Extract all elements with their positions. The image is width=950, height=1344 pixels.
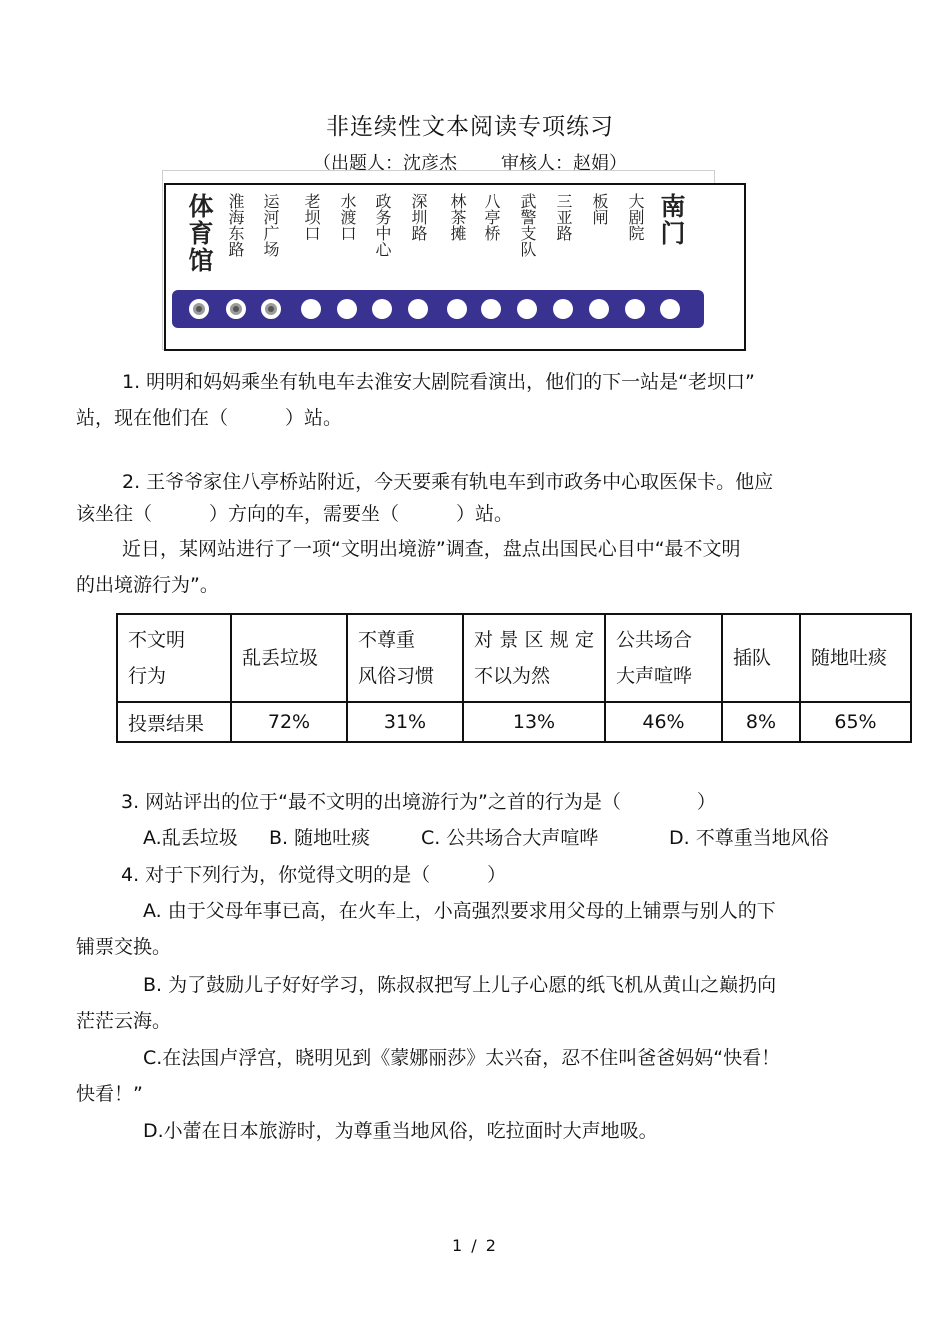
- row-header-line-1: 不文明: [128, 629, 186, 651]
- result-cell: 72%: [231, 702, 347, 742]
- q3-option-a: A.乱丢垃圾: [143, 827, 238, 849]
- q4-stem: 4. 对于下列行为，你觉得文明的是（ ）: [121, 864, 507, 886]
- column-label: 插队: [733, 647, 772, 669]
- station-label: 八亭桥: [482, 193, 501, 241]
- column-label: 随地吐痰: [811, 647, 888, 669]
- q3-option-c: C. 公共场合大声喧哗: [421, 827, 599, 849]
- page-number: 1 / 2: [452, 1236, 498, 1255]
- station-label: 政务中心: [373, 193, 392, 257]
- column-label: 风俗习惯: [358, 665, 435, 687]
- page-title: 非连续性文本阅读专项练习: [326, 114, 614, 140]
- column-header: [347, 614, 463, 702]
- q2-line-1: 2. 王爷爷家住八亭桥站附近，今天要乘有轨电车到市政务中心取医保卡。他应: [122, 471, 774, 493]
- result-cell: 46%: [605, 702, 722, 742]
- station-dot: [481, 299, 501, 319]
- station-label: 林茶摊: [448, 193, 467, 241]
- table-row: [117, 702, 911, 742]
- column-header: [722, 614, 800, 702]
- passed-station-dot: [261, 299, 281, 319]
- station-dot: [372, 299, 392, 319]
- station-label: 板闸: [590, 193, 609, 225]
- station-label: 体育馆: [185, 193, 214, 274]
- q3-stem: 3. 网站评出的位于“最不文明的出境游行为”之首的行为是（ ）: [121, 791, 716, 813]
- station-dot: [517, 299, 537, 319]
- column-label: 公共场合: [616, 629, 693, 651]
- passed-station-dot: [189, 299, 209, 319]
- station-dot: [337, 299, 357, 319]
- question-1: [76, 364, 836, 400]
- q3-options: [143, 820, 903, 856]
- column-header: [463, 614, 605, 702]
- station-dot: [625, 299, 645, 319]
- station-dot: [447, 299, 467, 319]
- q1-line-2: 站，现在他们在（ ）站。: [76, 407, 343, 429]
- result-cell: 31%: [347, 702, 463, 742]
- reviewer: 审核人：赵娟）: [501, 153, 627, 174]
- q4-option-a-line-1: A. 由于父母年事已高，在火车上，小高强烈要求用父母的上铺票与别人的下: [143, 900, 776, 922]
- intro-line-2: 的出境游行为”。: [76, 574, 219, 596]
- table-header-row: [117, 614, 911, 702]
- station-label: 武警支队: [518, 193, 537, 257]
- row-header-line-2: 行为: [128, 665, 167, 687]
- q2-line-2: 该坐往（ ）方向的车，需要坐（ ）站。: [76, 503, 514, 525]
- station-dot: [408, 299, 428, 319]
- result-cell: 8%: [722, 702, 800, 742]
- q4-option-a-line-2: 铺票交换。: [76, 936, 172, 958]
- result-label: 投票结果: [117, 702, 231, 742]
- column-label: 乱丢垃圾: [242, 647, 319, 669]
- station-label: 三亚路: [554, 193, 573, 241]
- station-label: 水渡口: [338, 193, 357, 241]
- station-label: 淮海东路: [226, 193, 245, 257]
- q4-option-c-line-1: C.在法国卢浮宫，晓明见到《蒙娜丽莎》太兴奋，忍不住叫爸爸妈妈“快看！: [143, 1047, 781, 1069]
- column-label: 大声喧哗: [616, 665, 693, 687]
- intro-line-1: 近日，某网站进行了一项“文明出境游”调查，盘点出国民心目中“最不文明: [122, 538, 741, 560]
- station-dot: [660, 299, 680, 319]
- station-dot: [589, 299, 609, 319]
- row-header-cell: [117, 614, 231, 702]
- q4-option-d: D.小蕾在日本旅游时，为尊重当地风俗，吃拉面时大声地吸。: [143, 1120, 658, 1142]
- q1-line-1: 1. 明明和妈妈乘坐有轨电车去淮安大剧院看演出，他们的下一站是“老坝口”: [122, 371, 755, 393]
- column-label: 不以为然: [474, 665, 551, 687]
- station-label: 大剧院: [626, 193, 645, 241]
- q3-option-d: D. 不尊重当地风俗: [669, 827, 829, 849]
- route-map: [164, 183, 746, 351]
- column-header: [605, 614, 722, 702]
- station-label: 运河广场: [261, 193, 280, 257]
- station-dot: [301, 299, 321, 319]
- column-header: [231, 614, 347, 702]
- column-label: 不尊重: [358, 629, 416, 651]
- q4-option-b-line-1: B. 为了鼓励儿子好好学习，陈叔叔把写上儿子心愿的纸飞机从黄山之巅扔向: [143, 974, 777, 996]
- column-header: [800, 614, 911, 702]
- author: （出题人：沈彦杰: [313, 153, 457, 174]
- result-cell: 13%: [463, 702, 605, 742]
- station-label: 南门: [657, 193, 686, 247]
- q3-option-b: B. 随地吐痰: [269, 827, 371, 849]
- column-label: 对 景 区 规 定: [474, 629, 594, 651]
- station-label: 深圳路: [409, 193, 428, 241]
- station-label: 老坝口: [302, 193, 321, 241]
- passed-station-dot: [226, 299, 246, 319]
- station-dot: [553, 299, 573, 319]
- result-cell: 65%: [800, 702, 911, 742]
- q4-option-b-line-2: 茫茫云海。: [76, 1010, 172, 1032]
- q4-option-c-line-2: 快看！”: [76, 1083, 143, 1105]
- survey-table: [116, 613, 912, 743]
